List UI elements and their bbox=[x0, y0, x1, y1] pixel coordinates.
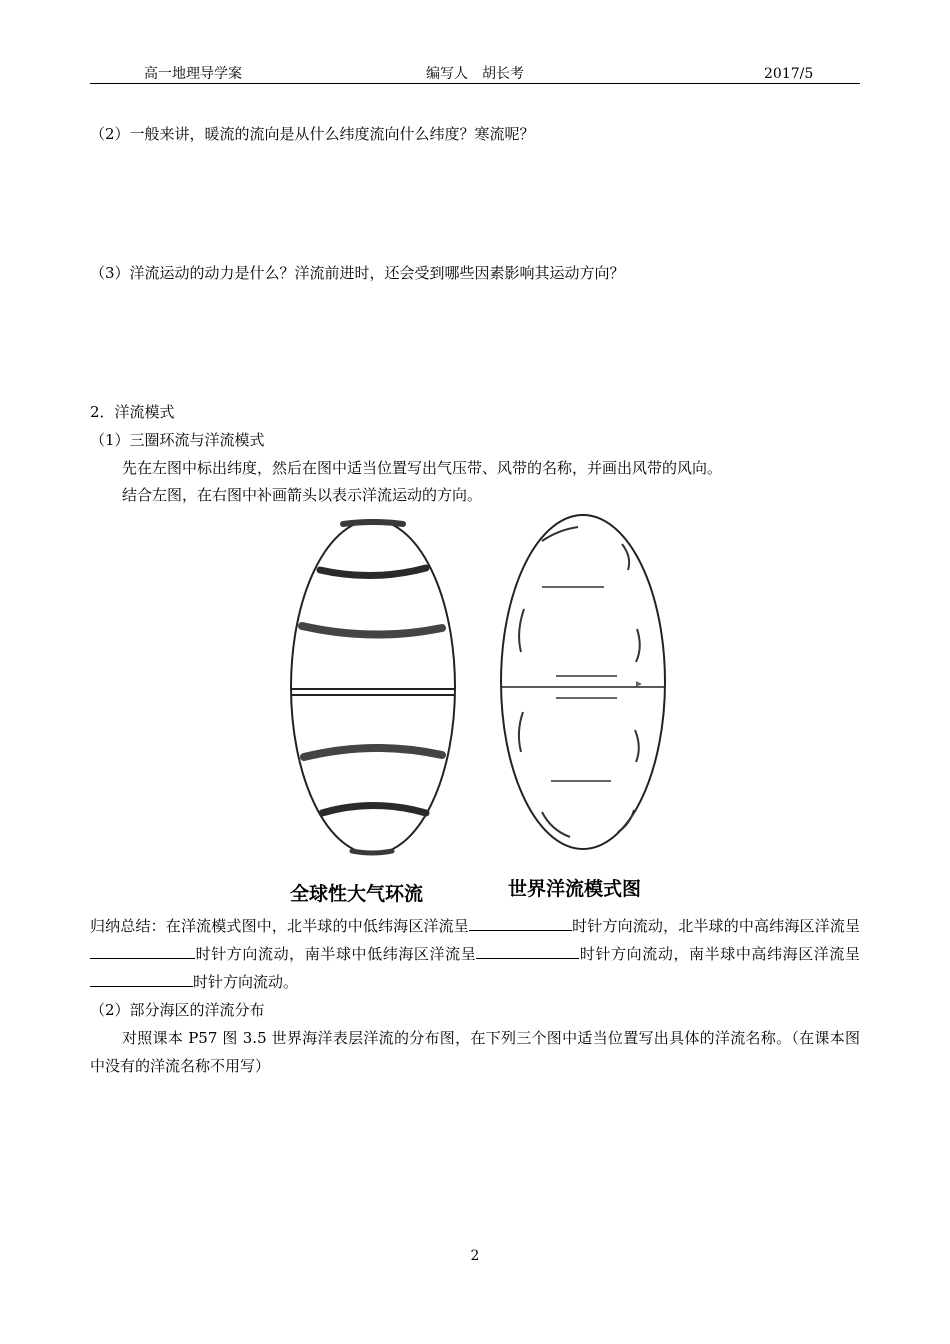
equator-arrow-icon bbox=[636, 681, 642, 687]
blank-3[interactable] bbox=[476, 941, 579, 959]
subsection-2-text: 对照课本 P57 图 3.5 世界海洋表层洋流的分布图，在下列三个图中适当位置写出具体的洋流名称。（在课本图中没有的洋流名称不用写） bbox=[90, 1029, 860, 1075]
band-south-30 bbox=[304, 748, 442, 757]
blank-4[interactable] bbox=[90, 969, 193, 987]
band-north-60 bbox=[320, 568, 426, 576]
summary-paragraph bbox=[90, 912, 860, 996]
band-south-pole bbox=[352, 851, 392, 853]
circulation-figure bbox=[280, 512, 680, 912]
header-right: 2017/5 bbox=[764, 66, 814, 82]
summary-text-5: 时针方向流动。 bbox=[193, 973, 299, 991]
instruction-1: 先在左图中标出纬度，然后在图中适当位置写出气压带、风带的名称，并画出风带的风向。 bbox=[122, 459, 723, 477]
blank-2[interactable] bbox=[90, 941, 195, 959]
left-caption: 全球性大气环流 bbox=[290, 883, 424, 905]
band-north-pole bbox=[343, 522, 403, 524]
header-left: 高一地理导学案 bbox=[144, 66, 242, 82]
subsection-2-title: （2）部分海区的洋流分布 bbox=[90, 1001, 265, 1019]
section-title: 2．洋流模式 bbox=[90, 403, 175, 421]
page-number: 2 bbox=[470, 1248, 480, 1264]
band-south-60 bbox=[322, 806, 426, 814]
global-circulation-diagram bbox=[291, 520, 455, 854]
header-divider bbox=[90, 83, 860, 84]
right-caption: 世界洋流模式图 bbox=[508, 878, 642, 900]
instruction-2: 结合左图，在右图中补画箭头以表示洋流运动的方向。 bbox=[122, 486, 483, 504]
summary-text-3: 时针方向流动，南半球中低纬海区洋流呈 bbox=[195, 945, 477, 963]
subsection-1-title: （1）三圈环流与洋流模式 bbox=[90, 431, 265, 449]
band-north-30 bbox=[302, 626, 442, 635]
ocean-current-diagram bbox=[501, 515, 665, 849]
summary-text-1: 归纳总结：在洋流模式图中，北半球的中低纬海区洋流呈 bbox=[90, 917, 469, 935]
summary-text-4: 时针方向流动，南半球中高纬海区洋流呈 bbox=[579, 945, 860, 963]
header-center: 编写人 胡长考 bbox=[426, 66, 524, 82]
question-2: （2）一般来讲，暖流的流向是从什么纬度流向什么纬度？寒流呢？ bbox=[90, 125, 535, 143]
summary-text-2: 时针方向流动，北半球的中高纬海区洋流呈 bbox=[571, 917, 860, 935]
question-3: （3）洋流运动的动力是什么？洋流前进时，还会受到哪些因素影响其运动方向？ bbox=[90, 264, 625, 282]
blank-1[interactable] bbox=[469, 913, 572, 931]
